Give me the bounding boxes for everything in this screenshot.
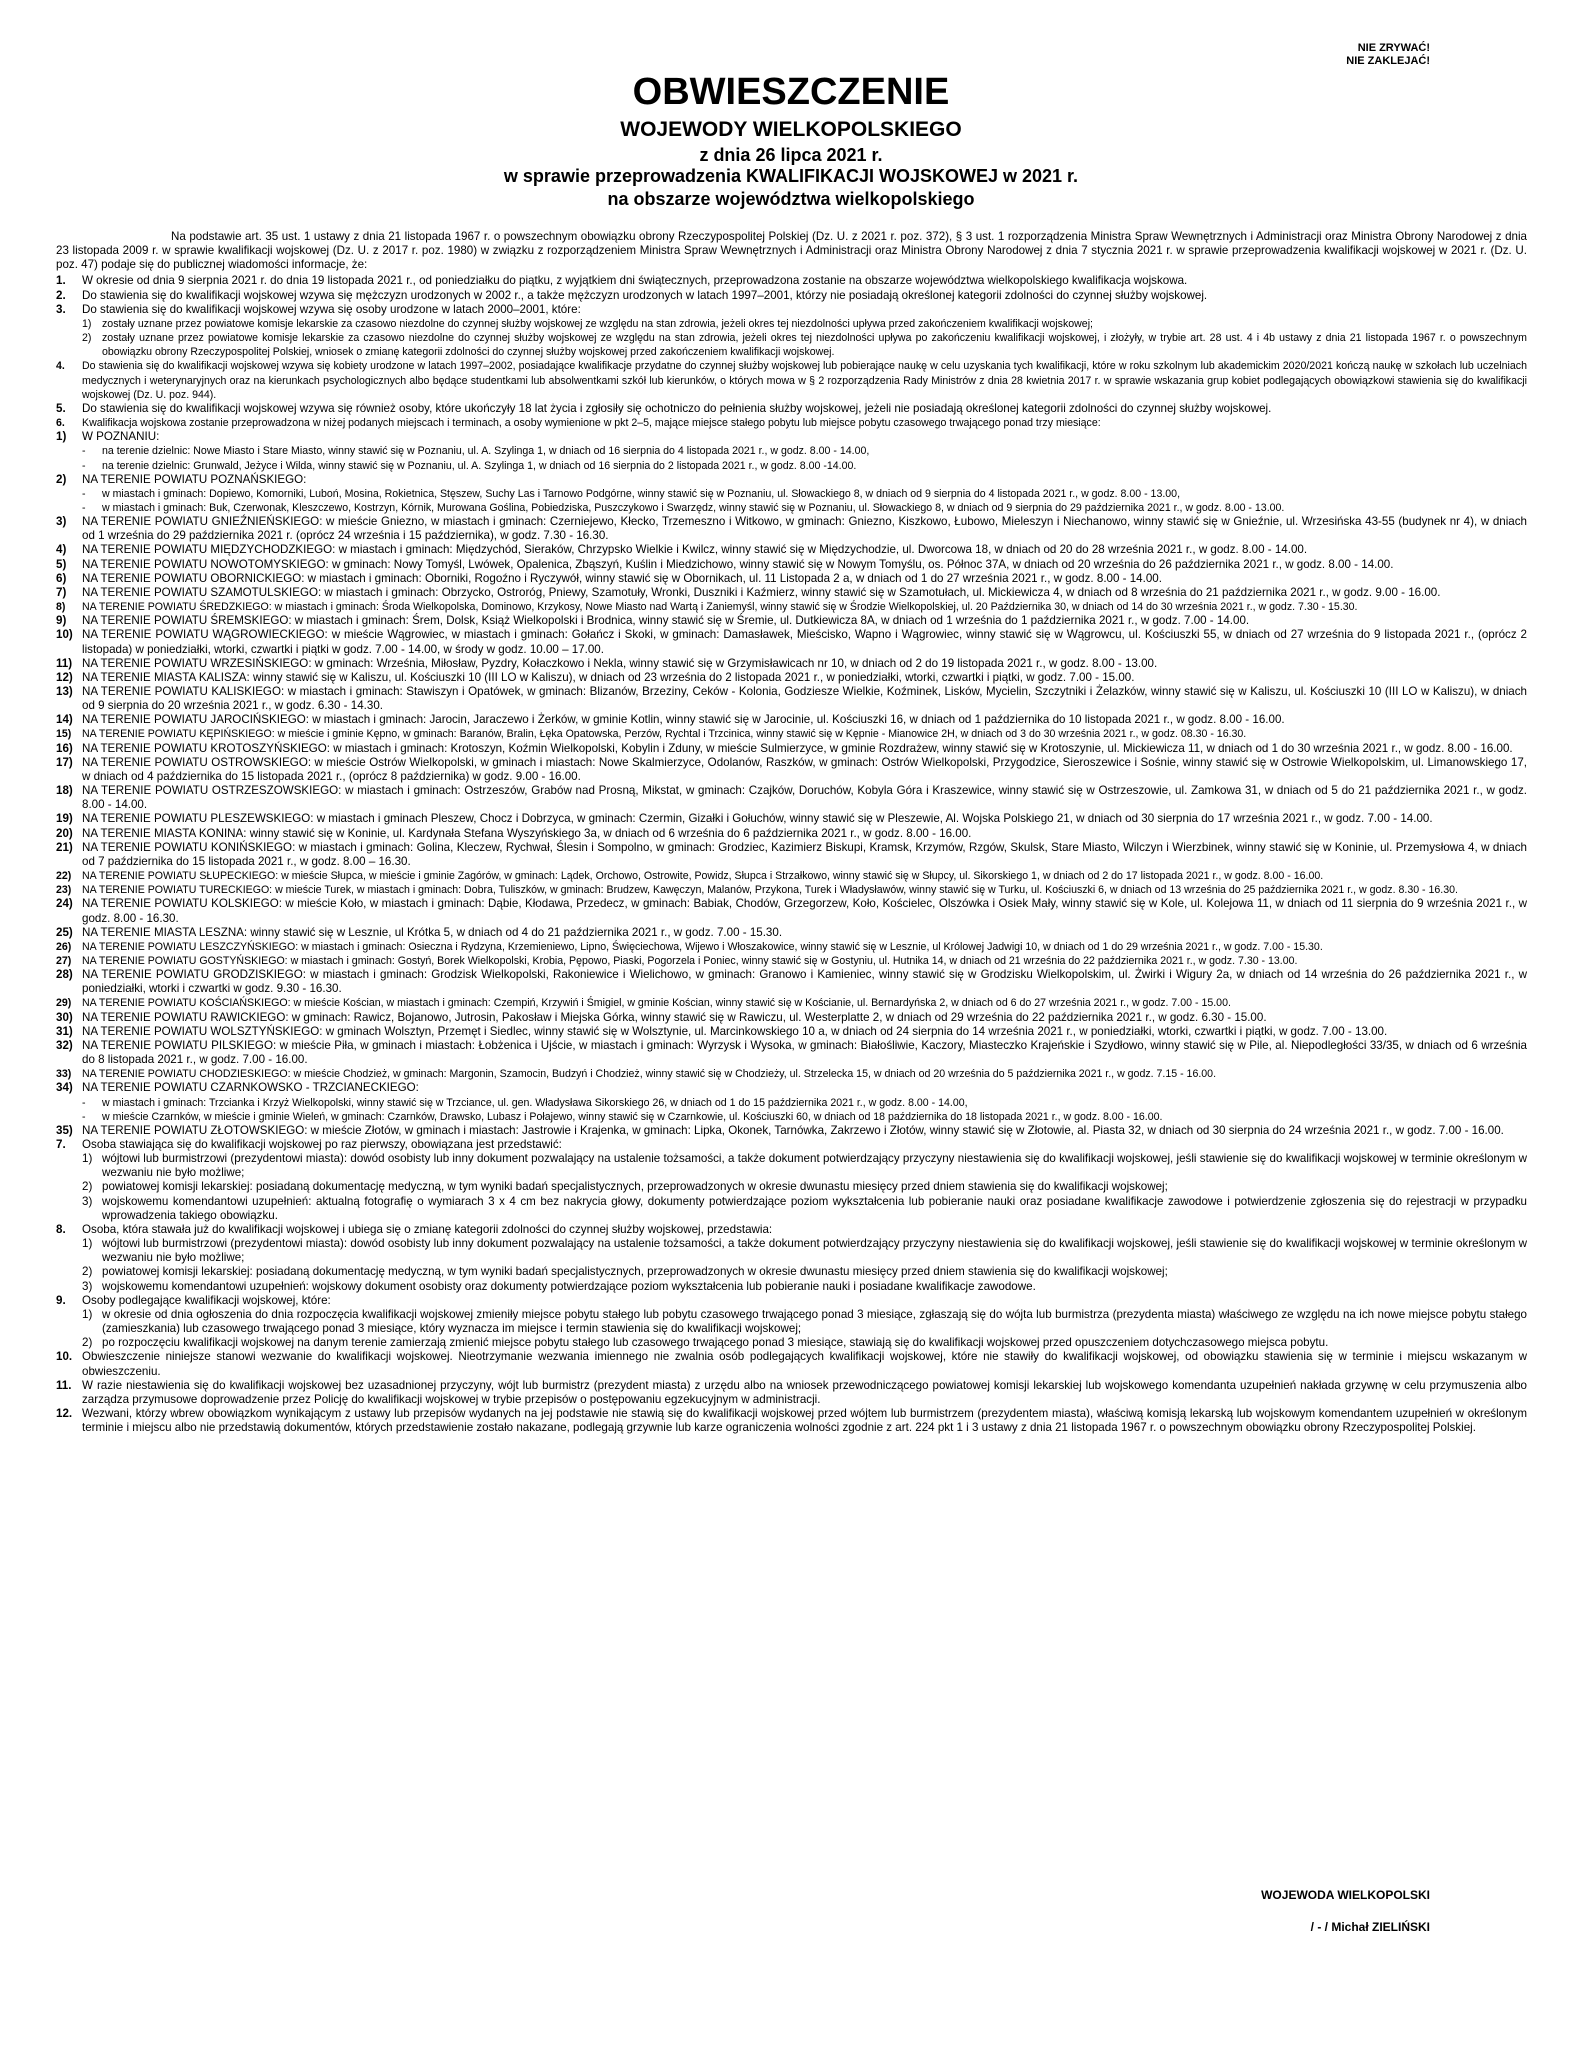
item-text: NA TERENIE POWIATU SZAMOTULSKIEGO: w miastach i gminach: Obrzycko, Ostroróg, Pniewy, Szamotuły, Wronki, Duszniki i Kaźmierz, winny stawić się w Szamotułach, ul. Mickiewicza 4, w dniach od 8 września do 21 października 2021 r., w godz. 9.00 - 16.00. xyxy=(82,585,1441,599)
item-list xyxy=(56,274,1527,1435)
item-text: NA TERENIE MIASTA LESZNA: winny stawić się w Lesznie, ul Krótka 5, w dniach od 4 do 21 października 2021 r., w godz. 7.00 - 15.30. xyxy=(82,925,783,939)
item-text: NA TERENIE POWIATU WRZESIŃSKIEGO: w gminach: Września, Miłosław, Pyzdry, Kołaczkowo i Nekla, winny stawić się w Grzymisławicach nr 10, w dniach od 2 do 19 listopada 2021 r., w godz. 8.00 - 13.00. xyxy=(82,656,1158,670)
item-number: 16) xyxy=(56,741,73,755)
document-subtitle: WOJEWODY WIELKOPOLSKIEGO xyxy=(620,118,962,141)
list-item xyxy=(56,812,1527,826)
item-number: 4. xyxy=(56,360,65,373)
item-number: 17) xyxy=(56,755,73,769)
sub-item xyxy=(56,1195,1527,1223)
list-item xyxy=(56,515,1527,543)
item-number: 13) xyxy=(56,685,73,698)
item-text: NA TERENIE MIASTA KONINA: winny stawić się w Koninie, ul. Kardynała Stefana Wyszyńskiego 3a, w dniach od 6 września do 6 października 2021 r., w godz. 8.00 - 16.00. xyxy=(82,826,972,840)
item-text: Wezwani, którzy wbrew obowiązkom wynikającym z ustawy lub przepisów wydanych na jej podstawie nie stawią się do kwalifikacji wojskowej przed wójtem lub burmistrzem (prezydentem miasta), właściwą komisją lekarską lub wojskowym komendantem uzupełnień w określonym terminie i miejscu albo nie przedstawią dokumentów, których przedstawienie zostało nakazane, podlegają grzywnie lub karze ograniczenia wolności zgodnie z art. 224 pkt 1 i 3 ustawy z dnia 21 listopada 1967 r. o powszechnym obowiązku obrony Rzeczypospolitej Polskiej. xyxy=(82,1406,1527,1435)
list-item xyxy=(56,841,1527,869)
item-text: NA TERENIE POWIATU POZNAŃSKIEGO: xyxy=(82,472,307,486)
document-subject-line-2: na obszarze województwa wielkopolskiego xyxy=(607,189,975,209)
dash-item xyxy=(56,459,1527,473)
list-item xyxy=(56,628,1527,656)
item-number: 3) xyxy=(82,1194,93,1208)
item-text: po rozpoczęciu kwalifikacji wojskowej na danym terenie zamierzają zmienić miejsce pobytu stałego lub czasowego trwającego ponad 3 miesiące, stawiają się do kwalifikacji wojskowej przed opuszczeniem dotychczasowego miejsca pobytu. xyxy=(102,1336,1329,1350)
list-item xyxy=(56,1025,1527,1039)
list-item xyxy=(56,600,1527,614)
item-number: 1) xyxy=(56,430,67,444)
list-item xyxy=(56,954,1527,968)
dash-item xyxy=(56,501,1527,515)
item-text: Do stawienia się do kwalifikacji wojskowej wzywa się mężczyzn urodzonych w 2002 r., a także mężczyzn urodzonych w latach 1997–2001, którzy nie posiadają określonej kategorii zdolności do czynnej służby wojskowej. xyxy=(82,288,1208,302)
item-number: 12) xyxy=(56,670,73,684)
item-number: 10) xyxy=(56,628,73,642)
item-text: NA TERENIE POWIATU RAWICKIEGO: w gminach: Rawicz, Bojanowo, Jutrosin, Pakosław i Miejska Górka, winny stawić się w Rawiczu, ul. Westerplatte 2, w dniach od 29 września do 22 października 2021 r., w godz. 6.30 - 15.00. xyxy=(82,1010,1267,1024)
list-item xyxy=(56,572,1527,586)
item-text: w miastach i gminach: Dopiewo, Komorniki, Luboń, Mosina, Rokietnica, Stęszew, Suchy Las i Tarnowo Podgórne, winny stawić się w Poznaniu, ul. Słowackiego 8, w dniach od 9 sierpnia do 4 listopada 2021 r., w godz. 8.00 - 13.00, xyxy=(102,487,1181,500)
item-text: NA TERENIE POWIATU PILSKIEGO: w mieście Piła, w gminach i miastach: Łobżenica i Ujście, w miastach i gminach: Wyrzysk i Wysoka, w gminach: Białośliwie, Kaczory, Miasteczko Krajeńskie i Szydłowo, winny stawić się w Pile, al. Niepodległości 33/35, w dniach od 6 września do 8 listopada 2021 r., w godz. 7.00 - 16.00. xyxy=(82,1038,1527,1067)
item-text: wojskowemu komendantowi uzupełnień: wojskowy dokument osobisty oraz dokumenty potwierdzające poziom wykształcenia lub pobieranie nauki i posiadane kwalifikacje zawodowe. xyxy=(102,1279,1036,1293)
item-text: Osoba, która stawała już do kwalifikacji wojskowej i ubiega się o zmianę kategorii zdolności do czynnej służby wojskowej, przedstawia: xyxy=(82,1222,773,1236)
item-text: na terenie dzielnic: Nowe Miasto i Stare Miasto, winny stawić się w Poznaniu, ul. A. Szylinga 1, w dniach od 16 sierpnia do 4 listopada 2021 r., w godz. 8.00 - 14.00, xyxy=(102,445,870,458)
item-number: 9. xyxy=(56,1293,66,1307)
list-item xyxy=(56,543,1527,557)
item-text: W POZNANIU: xyxy=(82,430,160,444)
list-item xyxy=(56,473,1527,487)
document-body xyxy=(56,230,1527,1435)
item-number: 8) xyxy=(56,601,66,614)
item-text: NA TERENIE POWIATU KOŚCIAŃSKIEGO: w mieście Kościan, w miastach i gminach: Czempiń, Krzywiń i Śmigiel, w gminie Kościan, winny stawić się w Kościanie, ul. Bernardyńska 2, w dniach od 6 do 27 września 2021 r., w godz. 7.00 - 15.00. xyxy=(82,997,1231,1010)
sub-item xyxy=(56,1152,1527,1180)
item-text: Obwieszczenie niniejsze stanowi wezwanie do kwalifikacji wojskowej. Nieotrzymanie wezwania imiennego nie zwalnia osób podlegających kwalifikacji wojskowej, które nie stawiły do kwalifikacji wojskowej, od obowiązku stawienia się w terminie i miejscu wskazanym w obwieszczeniu. xyxy=(82,1350,1527,1378)
list-item xyxy=(56,586,1527,600)
item-text: Do stawienia się do kwalifikacji wojskowej wzywa się również osoby, które ukończyły 18 lat życia i zgłosiły się ochotniczo do pełnienia służby wojskowej, jeżeli nie posiadają określonej kategorii zdolności do czynnej służby wojskowej. xyxy=(82,401,1272,415)
sub-item xyxy=(56,1336,1527,1350)
list-item xyxy=(56,713,1527,727)
item-text: Osoba stawiająca się do kwalifikacji wojskowej po raz pierwszy, obowiązana jest przedstawić: xyxy=(82,1138,562,1151)
item-text: NA TERENIE POWIATU LESZCZYŃSKIEGO: w miastach i gminach: Osieczna i Rydzyna, Krzemieniewo, Lipno, Święciechowa, Wijewo i Włoszakowice, winny stawić się w Lesznie, ul Królowej Jadwigi 10, w dniach od 1 do 29 września 2021 r., w godz. 7.00 - 15.30. xyxy=(82,940,1323,953)
item-text: W razie niestawienia się do kwalifikacji wojskowej bez uzasadnionej przyczyny, wójt lub burmistrz (prezydent miasta) z urzędu albo na wniosek przewodniczącego powiatowej komisji lekarskiej lub wojskowego komendanta uzupełnień nakłada grzywnę w celu przymuszenia albo zarządza przymusowe doprowadzenie przez Policję do kwalifikacji wojskowej w trybie przepisów o postępowaniu egzekucyjnym w administracji. xyxy=(82,1378,1527,1406)
sub-item xyxy=(56,1265,1527,1279)
item-text: NA TERENIE POWIATU OSTROWSKIEGO: w mieście Ostrów Wielkopolski, w gminach i miastach: Nowe Skalmierzyce, Odolanów, Raszków, w gminach: Ostrów Wielkopolski, Przygodzice, Sieroszewice i Sośnie, winny stawić się w Ostrowie Wielkopolskim, ul. Limanowskiego 17, w dniach od 4 października do 15 listopada 2021 r., (oprócz 8 października) w godz. 9.00 - 16.00. xyxy=(82,755,1527,783)
item-number: 32) xyxy=(56,1038,73,1052)
list-item xyxy=(56,558,1527,572)
item-text: NA TERENIE POWIATU ŚREMSKIEGO: w miastach i gminach: Śrem, Dolsk, Książ Wielkopolski i Brodnica, winny stawić się w Śremie, ul. Dutkiewicza 8A, w dniach od 1 września do 1 października 2021 r., w godz. 7.00 - 14.00. xyxy=(82,614,1250,628)
list-item xyxy=(56,940,1527,954)
list-item xyxy=(56,1067,1527,1081)
item-number: 20) xyxy=(56,826,73,840)
item-number: 22) xyxy=(56,870,72,883)
item-number: 2) xyxy=(82,1336,93,1350)
list-item xyxy=(56,727,1527,741)
item-number: 31) xyxy=(56,1024,73,1038)
item-number: 5) xyxy=(56,557,67,571)
list-item xyxy=(56,968,1527,996)
item-text: w okresie od dnia ogłoszenia do dnia rozpoczęcia kwalifikacji wojskowej zmieniły miejsce pobytu stałego lub pobytu czasowego trwającego ponad 3 miesiące, zgłaszają się do wójta lub burmistrza (prezydenta miasta) właściwego ze względu na ich nowe miejsce pobytu stałego (zamieszkania) lub czasowego trwającego ponad 3 miesiące, który wyznacza im miejsce i termin stawienia się do kwalifikacji wojskowej; xyxy=(102,1307,1527,1336)
item-number: 12. xyxy=(56,1406,73,1420)
item-text: zostały uznane przez powiatowe komisje lekarskie za czasowo niezdolne do czynnej służby wojskowej ze względu na stan zdrowia, jeżeli okres tej niezdolności upływa przed zakończeniem kwalifikacji wojskowej; xyxy=(102,317,1093,330)
item-text: NA TERENIE POWIATU KONIŃSKIEGO: w miastach i gminach: Golina, Kleczew, Rychwał, Ślesin i Sompolno, w gminach: Grodziec, Kazimierz Biskupi, Kramsk, Krzymów, Rzgów, Skulsk, Stare Miasto, Wilczyn i Wierzbinek, winny stawić się w Koninie, ul. Przemysłowa 4, w dniach od 7 października do 15 listopada 2021 r., w godz. 8.00 – 16.30. xyxy=(82,840,1527,868)
item-number: 19) xyxy=(56,812,73,826)
item-text: NA TERENIE POWIATU CHODZIESKIEGO: w mieście Chodzież, w gminach: Margonin, Szamocin, Budzyń i Chodzież, winny stawić się w Chodzieży, ul. Strzelecka 15, w dniach od 20 września do 5 października 2021 r., w godz. 7.15 - 16.00. xyxy=(82,1068,1217,1081)
item-number: - xyxy=(82,1110,86,1123)
sub-item xyxy=(56,1308,1527,1336)
list-item xyxy=(56,756,1527,784)
item-number: 7. xyxy=(56,1138,66,1151)
item-number: 1) xyxy=(82,1307,93,1321)
item-number: 33) xyxy=(56,1068,72,1081)
notice-line-2: NIE ZAKLEJAĆ! xyxy=(1346,55,1430,67)
item-number: 10. xyxy=(56,1350,73,1364)
item-text: NA TERENIE POWIATU KALISKIEGO: w miastach i gminach: Stawiszyn i Opatówek, w gminach: Blizanów, Brzeziny, Ceków - Kolonia, Godziesze Wielkie, Koźminek, Lisków, Mycielin, Szczytniki i Żelazków, winny stawić się w Kaliszu, ul. Kościuszki 10 (III LO w Kaliszu), w dniach od 9 sierpnia do 20 września 2021 r., w godz. 6.30 - 14.30. xyxy=(82,685,1527,713)
list-item xyxy=(56,416,1527,430)
item-text: NA TERENIE POWIATU JAROCIŃSKIEGO: w miastach i gminach: Jarocin, Jaraczewo i Żerków, w gminie Kotlin, winny stawić się w Jarocinie, ul. Kościuszki 16, w dniach od 1 października do 10 listopada 2021 r., w godz. 8.00 - 16.00. xyxy=(82,713,1285,727)
item-number: 3) xyxy=(56,515,67,529)
list-item xyxy=(56,1223,1527,1237)
do-not-remove-notice xyxy=(1346,42,1430,68)
item-text: Kwalifikacja wojskowa zostanie przeprowadzona w niżej podanych miejscach i terminach, a osoby wymienione w pkt 2–5, mające miejsce stałego pobytu lub miejsce pobytu czasowego trwającego ponad trzy miesiące: xyxy=(82,417,1101,430)
item-number: 18) xyxy=(56,784,73,798)
item-number: 2) xyxy=(82,332,92,345)
list-item xyxy=(56,742,1527,756)
item-number: - xyxy=(82,459,86,472)
item-text: NA TERENIE POWIATU GOSTYŃSKIEGO: w miastach i gminach: Gostyń, Borek Wielkopolski, Krobia, Pępowo, Piaski, Pogorzela i Poniec, winny stawić się w Gostyniu, ul. Hutnika 14, w dniach od 21 września do 22 października 2021 r., w godz. 7.30 - 13.00. xyxy=(82,954,1298,967)
list-item xyxy=(56,1011,1527,1025)
item-text: wójtowi lub burmistrzowi (prezydentowi miasta): dowód osobisty lub inny dokument pozwalający na ustalenie tożsamości, a także dokument potwierdzający przyczyny niestawienia się do kwalifikacji wojskowej, jeśli stawienie się do kwalifikacji wojskowej w terminie określonym w wezwaniu nie było możliwe; xyxy=(102,1152,1527,1180)
list-item xyxy=(56,869,1527,883)
item-text: w mieście Czarnków, w mieście i gminie Wieleń, w gminach: Czarnków, Drawsko, Lubasz i Połajewo, winny stawić się w Czarnkowie, ul. Kościuszki 60, w dniach od 18 października do 18 listopada 2021 r., w godz. 8.00 - 16.00. xyxy=(102,1110,1163,1123)
item-number: 2. xyxy=(56,288,66,302)
item-number: 25) xyxy=(56,925,73,939)
item-number: 11) xyxy=(56,656,73,670)
item-text: wojskowemu komendantowi uzupełnień: aktualną fotografię o wymiarach 3 x 4 cm bez nakrycia głowy, dokumenty potwierdzające poziom wykształcenia lub pobieranie nauki oraz posiadane kwalifikacje zawodowe i potwierdzenie zgłoszenia się do rejestracji w przypadku wprowadzenia takiego obowiązku. xyxy=(102,1194,1527,1222)
item-number: 7) xyxy=(56,585,67,599)
list-item xyxy=(56,827,1527,841)
item-text: powiatowej komisji lekarskiej: posiadaną dokumentację medyczną, w tym wyniki badań specjalistycznych, przeprowadzonych w okresie dwunastu miesięcy przed dniem stawienia się do kwalifikacji wojskowej; xyxy=(102,1265,1168,1279)
document-title: OBWIESZCZENIE xyxy=(632,71,950,113)
item-text: NA TERENIE POWIATU GRODZISKIEGO: w miastach i gminach: Grodzisk Wielkopolski, Rakoniewice i Wielichowo, w gminach: Granowo i Kamieniec, winny stawić się w Grodzisku Wielkopolskim, ul. Żwirki i Wigury 2a, w dniach od 14 września do 26 października 2021 r., w poniedziałki, wtorki i czwartki w godz. 9.30 - 16.30. xyxy=(82,968,1527,996)
item-text: NA TERENIE POWIATU KĘPIŃSKIEGO: w mieście i gminie Kępno, w gminach: Baranów, Bralin, Łęka Opatowska, Perzów, Rychtal i Trzcinica, winny stawić się w Kępnie - Mianowice 2H, w dniach od 3 do 30 września 2021 r., w godz. 08.30 - 16.30. xyxy=(82,728,1247,741)
item-text: NA TERENIE MIASTA KALISZA: winny stawić się w Kaliszu, ul. Kościuszki 10 (III LO w Kaliszu), w dniach od 23 września do 2 listopada 2021 r., w poniedziałki, wtorki, czwartki i piątki, w godz. 7.00 - 15.00. xyxy=(82,670,1135,684)
item-number: 27) xyxy=(56,954,72,967)
item-number: 2) xyxy=(82,1180,93,1194)
item-number: 1) xyxy=(82,1152,93,1166)
item-text: NA TERENIE POWIATU WĄGROWIECKIEGO: w mieście Wągrowiec, w miastach i gminach: Gołańcz i Skoki, w gminach: Damasławek, Mieścisko, Wapno i Wągrowiec, winny stawić się w Wągrowcu, ul. Kościuszki 55, w dniach od 27 września do 9 listopada 2021 r., (oprócz 2 listopada) w poniedziałki, wtorki, czwartki i piątki w godz. 7.00 - 14.00, w środy w godz. 10.00 – 17.00. xyxy=(82,628,1527,656)
item-text: w miastach i gminach: Trzcianka i Krzyż Wielkopolski, winny stawić się w Trzciance, ul. gen. Władysława Sikorskiego 26, w dniach od 1 do 15 października 2021 r., w godz. 8.00 - 14.00, xyxy=(102,1096,968,1109)
item-number: 34) xyxy=(56,1081,73,1095)
item-number: 6. xyxy=(56,417,65,430)
item-number: 28) xyxy=(56,968,73,982)
item-number: 9) xyxy=(56,614,67,628)
intro-paragraph: Na podstawie art. 35 ust. 1 ustawy z dnia 21 listopada 1967 r. o powszechnym obowiązku obrony Rzeczypospolitej Polskiej (Dz. U. z 2021 r. poz. 372), § 3 ust. 1 rozporządzenia Ministra Spraw Wewnętrznych i Administracji oraz Ministra Obrony Narodowej z dnia 23 listopada 2009 r. w sprawie kwalifikacji wojskowej (Dz. U. z 2017 r. poz. 1980) w związku z rozporządzeniem Ministra Spraw Wewnętrznych i Administracji oraz Ministra Obrony Narodowej z dnia 7 stycznia 2021 r. w sprawie przeprowadzenia kwalifikacji wojskowej w 2021 r. (Dz. U. poz. 47) podaje się do publicznej wiadomości informacje, że: xyxy=(56,230,1527,272)
item-text: Do stawienia się do kwalifikacji wojskowej wzywa się kobiety urodzone w latach 1997–2002, posiadające kwalifikacje przydatne do czynnej służby wojskowej lub pobierające naukę w celu uzyskania tych kwalifikacji, które w roku szkolnym lub akademickim 2020/2021 kończą naukę w szkołach lub uczelniach medycznych i weterynaryjnych oraz na kierunkach psychologicznych albo będące studentkami lub absolwentkami szkół lub kierunków, o których mowa w § 2 rozporządzenia Rady Ministrów z dnia 28 kwietnia 2017 r. w sprawie wskazania grup kobiet podlegających obowiązkowi stawienia się do kwalifikacji wojskowej (Dz. U. poz. 944). xyxy=(82,360,1527,401)
item-number: 5. xyxy=(56,401,66,415)
item-text: NA TERENIE POWIATU OSTRZESZOWSKIEGO: w miastach i gminach: Ostrzeszów, Grabów nad Prosną, Mikstat, w gminach: Czajków, Doruchów, Kobyla Góra i Kraszewice, winny stawić się w Ostrzeszowie, ul. Zamkowa 31, w dniach od 5 do 21 października 2021 r., w godz. 8.00 - 14.00. xyxy=(82,784,1527,812)
item-text: wójtowi lub burmistrzowi (prezydentowi miasta): dowód osobisty lub inny dokument pozwalający na ustalenie tożsamości, a także dokument potwierdzający przyczyny niestawienia się do kwalifikacji wojskowej, jeśli stawienie się do kwalifikacji wojskowej w terminie określonym w wezwaniu nie było możliwe; xyxy=(102,1237,1527,1265)
item-text: NA TERENIE POWIATU PLESZEWSKIEGO: w miastach i gminach Pleszew, Chocz i Dobrzyca, w gminach: Czermin, Gizałki i Gołuchów, winny stawić się w Pleszewie, Al. Wojska Polskiego 21, w dniach od 30 sierpnia do 17 września 2021 r., w godz. 7.00 - 14.00. xyxy=(82,812,1433,826)
list-item xyxy=(56,1138,1527,1152)
item-text: NA TERENIE POWIATU ŚREDZKIEGO: w miastach i gminach: Środa Wielkopolska, Dominowo, Krzykosy, Nowe Miasto nad Wartą i Zaniemyśl, winny stawić się w Środzie Wielkopolskiej, ul. 20 Października 30, w dniach od 14 do 30 września 2021 r., w godz. 7.30 - 15.30. xyxy=(82,601,1358,614)
signature-name: / - / Michał ZIELIŃSKI xyxy=(1310,1920,1430,1934)
item-text: NA TERENIE POWIATU WOLSZTYŃSKIEGO: w gminach Wolsztyn, Przemęt i Siedlec, winny stawić się w Wolsztynie, ul. Marcinkowskiego 10 a, w dniach od 24 sierpnia do 14 września 2021 r., w poniedziałki, wtorki, czwartki i piątki, w godz. 7.00 - 13.00. xyxy=(82,1024,1388,1038)
list-item xyxy=(56,1379,1527,1407)
list-item xyxy=(56,1039,1527,1067)
list-item xyxy=(56,671,1527,685)
list-item xyxy=(56,685,1527,713)
item-number: 14) xyxy=(56,713,73,727)
item-number: 29) xyxy=(56,997,72,1010)
sub-item xyxy=(56,1180,1527,1194)
item-number: 21) xyxy=(56,840,73,854)
item-text: NA TERENIE POWIATU CZARNKOWSKO - TRZCIANECKIEGO: xyxy=(82,1081,419,1095)
list-item xyxy=(56,303,1527,317)
document-date: z dnia 26 lipca 2021 r. xyxy=(699,145,883,165)
item-number: 11. xyxy=(56,1378,72,1392)
dash-item xyxy=(56,1110,1527,1124)
list-item xyxy=(56,1124,1527,1138)
item-text: NA TERENIE POWIATU OBORNICKIEGO: w miastach i gminach: Oborniki, Rogoźno i Ryczywół, winny stawić się w Obornikach, ul. 11 Listopada 2 a, w dniach od 1 do 27 września 2021 r., w godz. 8.00 - 14.00. xyxy=(82,571,1162,585)
item-number: 15) xyxy=(56,728,72,741)
list-item xyxy=(56,784,1527,812)
signature-office: WOJEWODA WIELKOPOLSKI xyxy=(1261,1888,1430,1902)
list-item xyxy=(56,402,1527,416)
sub-item xyxy=(56,331,1527,359)
dash-item xyxy=(56,444,1527,458)
sub-item xyxy=(56,1280,1527,1294)
item-number: 1) xyxy=(82,1237,93,1251)
item-number: 3. xyxy=(56,302,66,316)
dash-item xyxy=(56,487,1527,501)
item-text: NA TERENIE POWIATU KROTOSZYŃSKIEGO: w miastach i gminach: Krotoszyn, Koźmin Wielkopolski, Kobylin i Zduny, w mieście Sulmierzyce, w gminie Rozdrażew, winny stawić się w Krotoszynie, ul. Mickiewicza 11, w dniach od 1 do 30 września 2021 r., w godz. 8.00 - 16.00. xyxy=(82,741,1513,755)
item-number: - xyxy=(82,487,86,500)
item-number: 1) xyxy=(82,317,92,330)
item-text: Do stawienia się do kwalifikacji wojskowej wzywa się osoby urodzone w latach 2000–2001, które: xyxy=(82,302,581,316)
item-text: powiatowej komisji lekarskiej: posiadaną dokumentację medyczną, w tym wyniki badań specjalistycznych, przeprowadzonych w okresie dwunastu miesięcy przed dniem stawienia się do kwalifikacji wojskowej; xyxy=(102,1180,1168,1194)
item-number: 6) xyxy=(56,571,67,585)
list-item xyxy=(56,359,1527,401)
item-number: 30) xyxy=(56,1010,73,1024)
item-text: Osoby podlegające kwalifikacji wojskowej, które: xyxy=(82,1293,331,1307)
list-item xyxy=(56,996,1527,1010)
item-number: - xyxy=(82,445,86,458)
list-item xyxy=(56,1294,1527,1308)
sub-item xyxy=(56,317,1527,331)
list-item xyxy=(56,614,1527,628)
list-item xyxy=(56,289,1527,303)
item-number: - xyxy=(82,501,86,514)
item-number: 4) xyxy=(56,543,67,557)
list-item xyxy=(56,1407,1527,1435)
item-number: 23) xyxy=(56,884,72,897)
item-text: NA TERENIE POWIATU MIĘDZYCHODZKIEGO: w miastach i gminach: Międzychód, Sieraków, Chrzypsko Wielkie i Kwilcz, winny stawić się w Międzychodzie, ul. Dworcowa 18, w dniach od 20 do 28 września 2021 r., w godz. 8.00 - 14.00. xyxy=(82,543,1308,557)
notice-line-1: NIE ZRYWAĆ! xyxy=(1357,42,1430,54)
item-number: 8. xyxy=(56,1222,66,1236)
sub-item xyxy=(56,1237,1527,1265)
item-number: 2) xyxy=(82,1265,93,1279)
list-item xyxy=(56,897,1527,925)
dash-item xyxy=(56,1096,1527,1110)
item-text: NA TERENIE POWIATU SŁUPECKIEGO: w mieście Słupca, w mieście i gminie Zagórów, w gminach: Lądek, Orchowo, Ostrowite, Powidz, Słupca i Strzałkowo, winny stawić się w Słupcy, ul. Sikorskiego 1, w dniach od 2 do 17 listopada 2021 r., w godz. 8.00 - 16.00. xyxy=(82,870,1324,883)
item-text: NA TERENIE POWIATU TURECKIEGO: w mieście Turek, w miastach i gminach: Dobra, Tuliszków, w gminach: Brudzew, Kawęczyn, Malanów, Przykona, Turek i Władysławów, winny stawić się w Turku, ul. Kościuszki 6, w dniach od 13 września do 25 października 2021 r., w godz. 8.30 - 16.30. xyxy=(82,884,1458,897)
item-number: 35) xyxy=(56,1123,73,1137)
document-subject-line-1: w sprawie przeprowadzenia KWALIFIKACJI WOJSKOWEJ w 2021 r. xyxy=(503,166,1079,186)
list-item xyxy=(56,926,1527,940)
item-number: 3) xyxy=(82,1279,93,1293)
item-text: NA TERENIE POWIATU KOLSKIEGO: w mieście Koło, w miastach i gminach: Dąbie, Kłodawa, Przedecz, w gminach: Babiak, Chodów, Grzegorzew, Koło, Kościelec, Olszówka i Osiek Mały, winny stawić się w Kole, ul. Kolejowa 11, w dniach od 11 sierpnia do 9 września 2021 r., w godz. 8.00 - 16.30. xyxy=(82,897,1527,925)
list-item xyxy=(56,883,1527,897)
item-text: NA TERENIE POWIATU NOWOTOMYSKIEGO: w gminach: Nowy Tomyśl, Lwówek, Opalenica, Zbąszyń, Kuślin i Miedzichowo, winny stawić się w Nowym Tomyślu, os. Północ 37A, w dniach od 20 września do 26 października 2021 r., w godz. 8.00 - 14.00. xyxy=(82,557,1394,571)
list-item xyxy=(56,430,1527,444)
item-number: 24) xyxy=(56,897,73,911)
item-number: - xyxy=(82,1096,86,1109)
item-text: na terenie dzielnic: Grunwald, Jeżyce i Wilda, winny stawić się w Poznaniu, ul. A. Szylinga 1, w dniach od 16 sierpnia do 2 listopada 2021 r., w godz. 8.00 -14.00. xyxy=(102,459,857,472)
item-text: NA TERENIE POWIATU ZŁOTOWSKIEGO: w mieście Złotów, w gminach i miastach: Jastrowie i Krajenka, w gminach: Lipka, Okonek, Tarnówka, Zakrzewo i Złotów, winny stawić się w Złotowie, al. Piasta 32, w dniach od 30 sierpnia do 24 września 2021 r., w godz. 7.00 - 16.00. xyxy=(82,1123,1504,1137)
list-item xyxy=(56,274,1527,288)
item-number: 1. xyxy=(56,274,66,288)
item-number: 2) xyxy=(56,472,67,486)
list-item xyxy=(56,1081,1527,1095)
list-item xyxy=(56,657,1527,671)
item-text: W okresie od dnia 9 sierpnia 2021 r. do dnia 19 listopada 2021 r., od poniedziałku do piątku, z wyjątkiem dni świątecznych, przeprowadzona zostanie na obszarze województwa wielkopolskiego kwalifikacja wojskowa. xyxy=(82,274,1188,288)
item-text: NA TERENIE POWIATU GNIEŹNIEŃSKIEGO: w mieście Gniezno, w miastach i gminach: Czerniejewo, Kłecko, Trzemeszno i Witkowo, w gminach: Gniezno, Kiszkowo, Łubowo, Mieleszyn i Niechanowo, winny stawić się w Gnieźnie, ul. Wrzesińska 43-55 (budynek nr 4), w dniach od 1 września do 29 października 2021 r. (oprócz 24 września i 15 października), w godz. 7.30 - 16.30. xyxy=(82,515,1527,543)
item-number: 26) xyxy=(56,940,72,953)
list-item xyxy=(56,1350,1527,1378)
item-text: w miastach i gminach: Buk, Czerwonak, Kleszczewo, Kostrzyn, Kórnik, Murowana Goślina, Pobiedziska, Puszczykowo i Swarzędz, winny stawić się w Poznaniu, ul. Słowackiego 8, w dniach od 9 sierpnia do 29 października 2021 r., w godz. 8.00 - 13.00. xyxy=(102,501,1285,514)
item-text: zostały uznane przez powiatowe komisje lekarskie za czasowo niezdolne do czynnej służby wojskowej ze względu na stan zdrowia, jeżeli okres tej niezdolności upływa po zakończeniu kwalifikacji wojskowej, i złożyły, w trybie art. 28 ust. 4 i 4b ustawy z dnia 21 listopada 1967 r. o powszechnym obowiązku obrony Rzeczypospolitej Polskiej, wniosek o zmianę kategorii zdolności do czynnej służby wojskowej przed zakończeniem kwalifikacji wojskowej. xyxy=(102,332,1527,359)
